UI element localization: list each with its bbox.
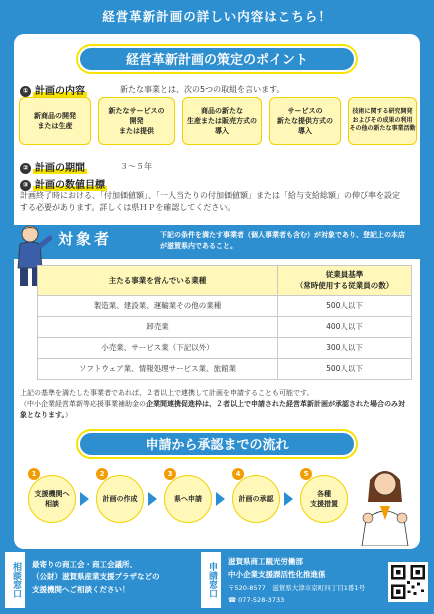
item-new-service-method: サービスの 新たな提供方式の 導入 <box>269 97 341 145</box>
consultation-window-tag: 相談窓口 <box>4 551 26 609</box>
table-row <box>38 337 412 358</box>
item-new-product: 新商品の開発 または生産 <box>19 97 91 145</box>
industry-cell: 卸売業 <box>38 316 278 337</box>
step-approval: 計画の承認 <box>232 475 280 523</box>
employee-criteria-table <box>37 265 412 380</box>
qr-code-image <box>391 565 425 599</box>
phone-number: 077-528-3733 <box>238 596 285 604</box>
table-header-row <box>38 266 412 296</box>
step-create-plan: 計画の作成 <box>96 475 144 523</box>
plan-content-note: 新たな事業とは、次の5つの取組を言います。 <box>120 85 285 94</box>
number-3-icon: ③ <box>20 180 31 191</box>
section-title-points: 経営革新計画の策定のポイント <box>78 46 356 72</box>
table-row <box>38 295 412 316</box>
step-number-2: 2 <box>96 468 108 480</box>
address: 〒520-8577 滋賀県大津市京町四丁目1番1号 <box>228 584 366 592</box>
woman-illustration <box>356 462 414 546</box>
industry-cell: 小売業、サービス業（下記以外） <box>38 337 278 358</box>
numeric-target-text: 計画終了時における、「付加価値額」、「一人当たりの付加価値額」または「給与支給総額」の伸び率を設定する必要があります。詳しくは県ＨＰを確認してください。 <box>20 191 400 213</box>
note-subsidy: （中小企業経営革新等応援事業補助金の企業間連携促進枠は、２者以上で申請された経営革新計画が承認された場合のみ対象となります。） <box>20 400 405 420</box>
criteria-cell: 500人以下 <box>278 358 412 379</box>
section-title-flow: 申請から承認までの流れ <box>78 431 356 457</box>
top-banner: 経営革新計画の詳しい内容はこちら！ <box>102 9 332 24</box>
criteria-cell: 300人以下 <box>278 337 412 358</box>
table-row <box>38 358 412 379</box>
step-number-3: 3 <box>164 468 176 480</box>
note-emphasis: 企業間連携促進枠は、２者以上で申請された経営革新計画が承認された場合のみ対象となります。 <box>20 400 405 420</box>
step-apply: 県へ申請 <box>164 475 212 523</box>
heading-label: 計画の数値目標 <box>35 180 105 191</box>
application-window-tag: 申請窓口 <box>200 551 222 609</box>
section-title-target: 対象者 <box>58 230 113 248</box>
criteria-cell: 400人以下 <box>278 316 412 337</box>
arrow-icon <box>148 492 157 506</box>
consultation-text: 最寄りの商工会・商工会議所、 （公財）滋賀県産業支援プラザなどの 支援機関へご相談ください！ <box>32 560 160 594</box>
note-joint-application: 上記の基準を満たした事業者であれば、２者以上で連携して計画を申請することも可能です。 <box>20 389 314 397</box>
criteria-cell: 500人以下 <box>278 295 412 316</box>
heading-plan-period <box>20 159 87 174</box>
arrow-icon <box>284 492 293 506</box>
qr-code[interactable] <box>388 562 428 602</box>
header-industry: 主たる事業を営んでいる業種 <box>38 266 278 296</box>
heading-plan-content <box>20 82 87 97</box>
header-employee-criteria: 従業員基準 （常時使用する従業員の数） <box>278 266 412 296</box>
phone-icon: ☎ <box>228 596 239 604</box>
industry-cell: ソフトウェア業、情報処理サービス業、旅館業 <box>38 358 278 379</box>
item-new-service: 新たなサービスの 開発 または提供 <box>98 97 175 145</box>
step-support: 各種 支援措置 <box>300 475 348 523</box>
item-research: 技術に関する研究開発 およびその成果の利用 その他の新たな事業活動 <box>348 97 417 145</box>
heading-label: 計画の内容 <box>35 86 85 97</box>
number-2-icon: ② <box>20 163 31 174</box>
phone-row <box>228 595 284 605</box>
arrow-icon <box>216 492 225 506</box>
step-number-1: 1 <box>28 468 40 480</box>
heading-numeric-target <box>20 176 107 191</box>
plan-period-value: ３～５年 <box>120 162 152 171</box>
target-conditions-text: 下記の条件を満たす事業者（個人事業者も含む）が対象であり、登記上の本店が滋賀県内であること。 <box>160 231 405 251</box>
target-notes <box>20 388 410 422</box>
step-consult: 支援機関へ 相談 <box>28 475 76 523</box>
org-name-1: 滋賀県商工観光労働部 <box>228 557 303 566</box>
number-1-icon: ① <box>20 86 31 97</box>
org-name-2: 中小企業支援課活性化推進係 <box>228 570 326 579</box>
industry-cell: 製造業、建設業、運輸業その他の業種 <box>38 295 278 316</box>
item-new-production: 商品の新たな 生産または販売方式の 導入 <box>182 97 262 145</box>
step-number-4: 4 <box>232 468 244 480</box>
heading-label: 計画の期間 <box>35 163 85 174</box>
step-number-5: 5 <box>300 468 312 480</box>
new-business-items <box>19 97 417 145</box>
table-row <box>38 316 412 337</box>
arrow-icon <box>80 492 89 506</box>
